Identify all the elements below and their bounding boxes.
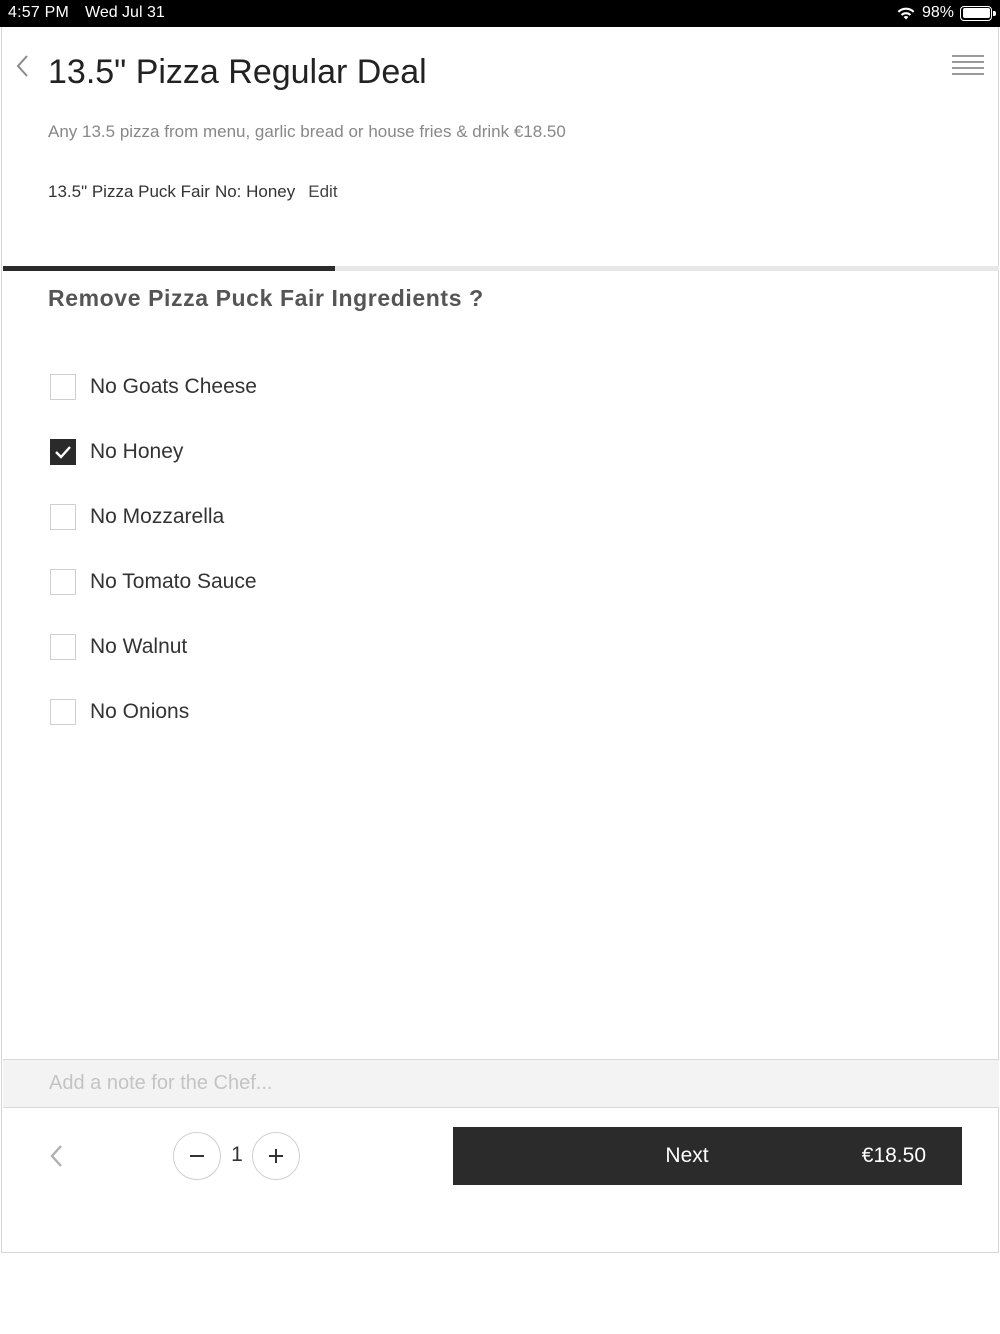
status-date: Wed Jul 31 bbox=[85, 4, 165, 21]
ingredient-options bbox=[50, 354, 257, 744]
option-label: No Walnut bbox=[90, 634, 188, 658]
option-row[interactable] bbox=[50, 354, 257, 419]
step-progress-fill bbox=[3, 266, 335, 271]
checkbox[interactable] bbox=[50, 374, 76, 400]
selection-summary bbox=[48, 182, 338, 202]
minus-icon bbox=[189, 1148, 205, 1164]
hamburger-menu-icon[interactable] bbox=[952, 55, 984, 77]
checkbox[interactable] bbox=[50, 634, 76, 660]
battery-percent: 98% bbox=[921, 4, 954, 21]
checkbox[interactable] bbox=[50, 439, 76, 465]
status-bar bbox=[0, 0, 1000, 27]
status-indicators bbox=[896, 4, 992, 22]
next-button-label: Next bbox=[665, 1144, 709, 1167]
option-row[interactable] bbox=[50, 679, 257, 744]
option-row[interactable] bbox=[50, 549, 257, 614]
selection-item: 13.5" Pizza Puck Fair bbox=[48, 182, 210, 201]
option-row[interactable] bbox=[50, 484, 257, 549]
checkmark-icon bbox=[54, 445, 72, 459]
battery-icon bbox=[960, 6, 992, 21]
checkbox[interactable] bbox=[50, 504, 76, 530]
option-label: No Onions bbox=[90, 699, 190, 723]
chef-note-container bbox=[3, 1059, 999, 1108]
next-button-price: €18.50 bbox=[861, 1144, 926, 1167]
footer-back-chevron-icon[interactable] bbox=[46, 1143, 68, 1169]
chef-note-input[interactable] bbox=[3, 1060, 999, 1107]
option-row[interactable] bbox=[50, 614, 257, 679]
wifi-icon bbox=[896, 5, 916, 21]
back-chevron-icon[interactable] bbox=[12, 53, 34, 79]
checkbox[interactable] bbox=[50, 699, 76, 725]
page-title: 13.5" Pizza Regular Deal bbox=[48, 53, 427, 91]
quantity-value: 1 bbox=[231, 1143, 243, 1166]
step-progress-bar bbox=[3, 266, 999, 271]
section-title: Remove Pizza Puck Fair Ingredients ? bbox=[48, 285, 484, 311]
option-label: No Tomato Sauce bbox=[90, 569, 257, 593]
status-time: 4:57 PM bbox=[8, 4, 69, 21]
checkbox[interactable] bbox=[50, 569, 76, 595]
option-label: No Mozzarella bbox=[90, 504, 225, 528]
edit-link[interactable]: Edit bbox=[308, 182, 338, 201]
selection-modifier: No: Honey bbox=[214, 182, 296, 201]
option-label: No Honey bbox=[90, 439, 184, 463]
deal-description: Any 13.5 pizza from menu, garlic bread or house fries & drink €18.50 bbox=[48, 122, 566, 141]
quantity-increase-button[interactable] bbox=[252, 1132, 300, 1180]
app-frame bbox=[1, 27, 999, 1253]
plus-icon bbox=[268, 1148, 284, 1164]
option-row[interactable] bbox=[50, 419, 257, 484]
quantity-decrease-button[interactable] bbox=[173, 1132, 221, 1180]
option-label: No Goats Cheese bbox=[90, 374, 257, 398]
next-button[interactable] bbox=[453, 1127, 962, 1185]
